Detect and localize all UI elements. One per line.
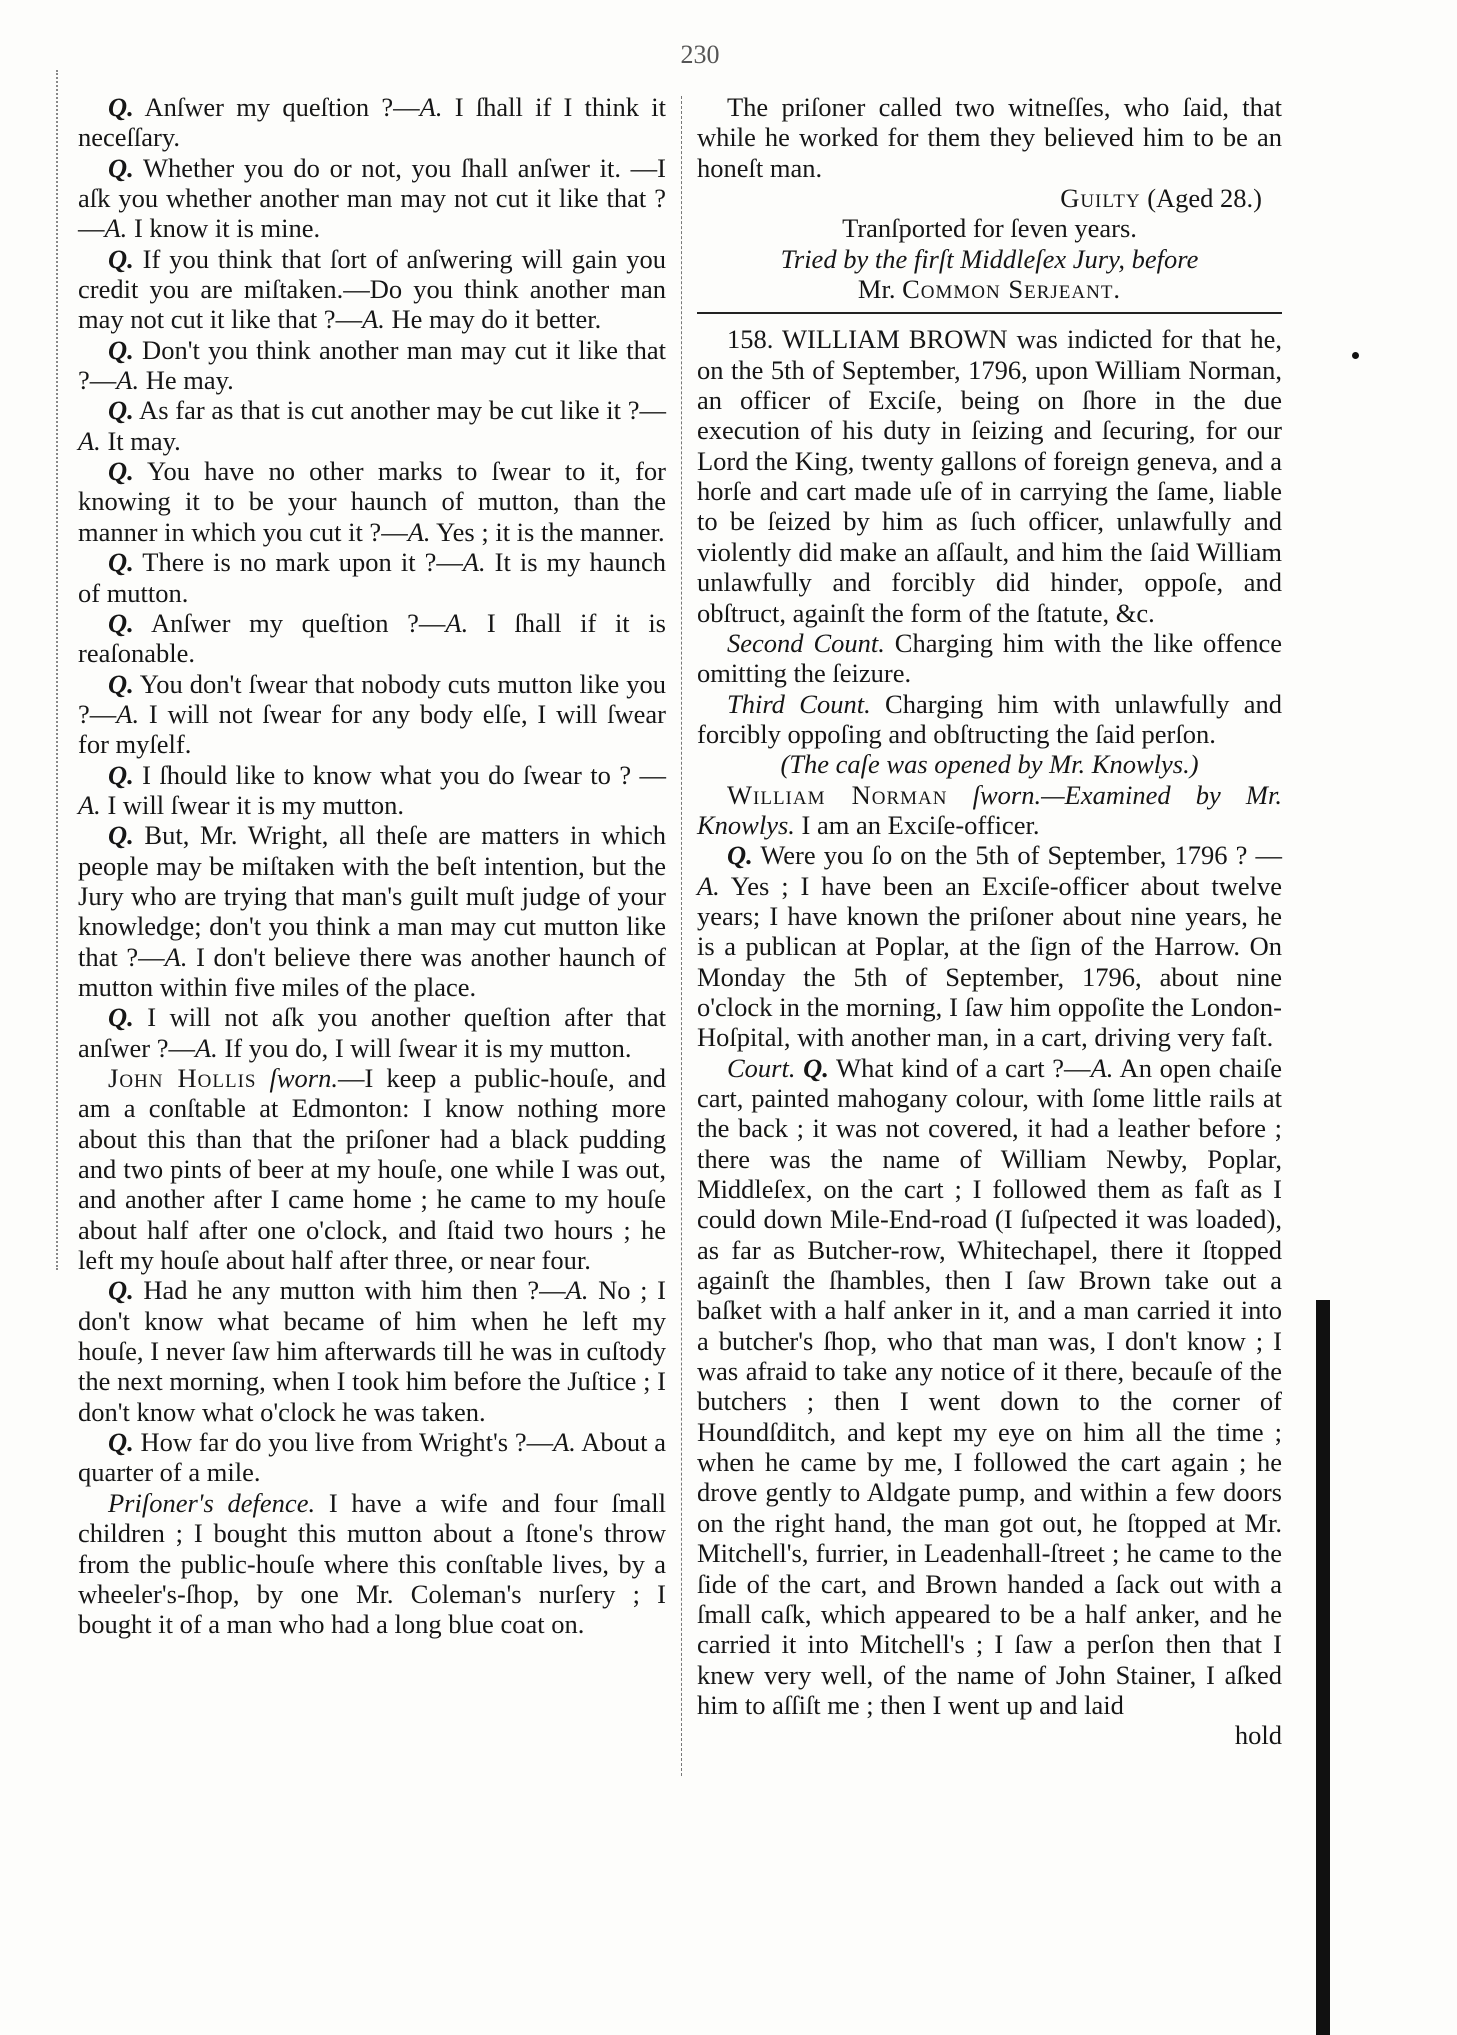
page-number: 230 [680, 40, 720, 69]
answer-text: An open chaiſe cart, painted mahogany colour, with ſome little rails at the back ; it was not covered, it had a leather before ; there was the name of William Newby, Poplar, Middleſex, on the cart ; I followed them as faſt as I could down Mile-End-road (I ſuſpected it was loaded), as far as Butcher-row, Whitechapel, there it ſtopped againſt the ſhambles, then I ſaw Brown take out a baſket with a half anker in it, and a man carried it into a butcher's ſhop, who that man was, I don't know ; I was afraid to take any notice of it there, becauſe of the butchers ; then I went down to the corner of Houndſditch, and kept my eye on him all the time ; when he came by me, I followed the cart again ; he drove gently to Aldgate pump, and within a few doors on the right hand, the man got out, he ſtopped at Mr. Mitchell's, furrier, in Leadenhall-ſtreet ; he came to the ſide of the cart, and Brown handed a ſack out with a ſmall caſk, which appeared to be a half anker, and he carried it into Mitchell's ; I ſaw a perſon then that I knew very well, of the name of John Stainer, I aſked him to aſſiſt me ; then I went up and laid [697, 1052, 1282, 1720]
qa-paragraph [78, 244, 666, 335]
question-marker: Q. [108, 759, 134, 790]
question-text: But, Mr. Wright, all theſe are matters in which people may be miſtaken with the beſt intention, but the Jury who are trying that man's guilt muſt judge of your knowledge; don't you think a man may cut mutton like that ?— [78, 820, 666, 972]
answer-text: It may. [100, 425, 181, 456]
question-marker: Q. [727, 840, 753, 871]
answer-marker: A. [116, 365, 140, 396]
answer-marker: A. [445, 607, 469, 638]
answer-text: No ; I don't know what became of him when he left my houſe, I never ſaw him afterwards till he was in cuſtody the next morning, when I took him before the Juſtice ; I don't know what o'clock he was taken. [78, 1275, 666, 1427]
question-text: As far as that is cut another may be cut like it ?— [133, 395, 666, 426]
answer-text: Yes ; it is the manner. [430, 516, 665, 547]
second-count-label: Second Count. [727, 627, 885, 658]
qa-paragraph [78, 547, 666, 608]
third-count [697, 689, 1282, 750]
hollis-text: —I keep a public-houſe, and am a conſtable at Edmonton: I know nothing more about this than that the priſoner had a black pudding and two pints of beer at my houſe, one while I was out, and another after I came home ; he came to my houſe about half after one o'clock, and ſtaid two hours ; he left my houſe about half after three, or near four. [78, 1063, 667, 1276]
answer-text: About a quarter of a mile. [78, 1427, 666, 1488]
question-marker: Q. [108, 334, 134, 365]
question-marker: Q. [108, 1427, 134, 1458]
judge-name: Common Serjeant. [902, 274, 1122, 305]
qa-paragraph [78, 395, 666, 456]
indictment-text: was indicted for that he, on the 5th of September, 1796, upon William Norman, an officer of Exciſe, being on ſhore in the due execution of his duty in ſeizing and ſecuring, for our Lord the King, twenty gallons of foreign geneva, and a horſe and cart made uſe of in carrying the ſame, liable to be ſeized by him as ſuch officer, unlawfully and violently did make an aſſault, and him the ſaid William unlawfully and forcibly did hinder, oppoſe, and obſtruct, againſt the form of the ſtatute, &c. [697, 324, 1282, 628]
indictment [697, 324, 1282, 627]
answer-marker: A. [116, 698, 140, 729]
qa-block-1 [78, 92, 666, 1063]
case-opened: (The caſe was opened by Mr. Knowlys.) [780, 749, 1199, 780]
question-marker: Q. [108, 607, 134, 638]
sworn-label: ſworn.—Examined by Mr. Knowlys. [697, 779, 1282, 840]
qa-paragraph [78, 1427, 666, 1488]
answer-marker: A. [407, 516, 431, 547]
sentence: Tranſported for ſeven years. [842, 213, 1137, 244]
question-text: You have no other marks to ſwear to it, for knowing it to be your haunch of mutton, than the manner in which you cut it ?— [78, 456, 666, 547]
answer-text: I know it is mine. [127, 213, 321, 244]
witnesses-paragraph: The priſoner called two witneſſes, who ſaid, that while he worked for them they believed him to be an honeſt man. [697, 92, 1282, 183]
qa-paragraph [78, 820, 666, 1002]
left-column [78, 92, 666, 1640]
question-marker: Q. [108, 820, 134, 851]
qa-paragraph [78, 1275, 666, 1427]
prisoner-defence [78, 1488, 666, 1640]
second-count [697, 628, 1282, 689]
qa-paragraph [78, 92, 666, 153]
answer-marker: A. [462, 547, 486, 578]
hollis-testimony [78, 1063, 666, 1275]
qa-paragraph [78, 153, 666, 244]
question-text: I ſhould like to know what you do ſwear to ? — [133, 759, 666, 790]
answer-text: I don't believe there was another haunch of mutton within five miles of the place. [78, 941, 666, 1002]
answer-marker: A. [164, 941, 188, 972]
answer-text: It is my haunch of mutton. [78, 547, 666, 608]
witness-name: John Hollis [108, 1063, 257, 1093]
question-marker: Q. [108, 243, 134, 274]
witness-name: William Norman [727, 779, 948, 810]
answer-marker: A. [1090, 1052, 1114, 1083]
question-text: Anſwer my queſtion ?— [133, 92, 420, 122]
case-number: 158. [727, 324, 774, 355]
question-text: You don't ſwear that nobody cuts mutton like you ?— [78, 668, 666, 729]
question-text: Don't you think another man may cut it like that ?— [78, 334, 666, 396]
question-text: If you think that ſort of anſwering will gain you credit you are miſtaken.—Do you think another man may not cut it like that ?— [78, 243, 666, 335]
question-marker: Q. [108, 1275, 134, 1306]
question-marker: Q. [108, 1002, 134, 1033]
norman-intro [697, 780, 1282, 841]
judge [697, 274, 1282, 304]
question-text: There is no mark upon it ?— [133, 547, 463, 578]
qa-block-2 [78, 1275, 666, 1487]
qa-paragraph [78, 1002, 666, 1063]
answer-text: I will ſwear it is my mutton. [100, 789, 405, 820]
question-marker: Q. [803, 1052, 829, 1083]
norman-q2 [697, 1053, 1282, 1721]
answer-text: He may. [139, 365, 234, 396]
question-marker: Q. [108, 547, 134, 578]
qa-paragraph [78, 335, 666, 396]
qa-paragraph [78, 760, 666, 821]
margin-dot [1352, 352, 1359, 359]
answer-text: If you do, I will ſwear it is my mutton. [217, 1032, 632, 1063]
right-column [697, 92, 1282, 1751]
question-text: I will not aſk you another queſtion after that anſwer ?— [78, 1002, 666, 1063]
question-text: Were you ſo on the 5th of September, 1796 ? — [752, 840, 1282, 871]
verdict [697, 183, 1282, 213]
column-divider [681, 96, 682, 1776]
age: (Aged 28.) [1147, 183, 1262, 214]
section-rule [697, 312, 1282, 314]
answer-marker: A. [362, 304, 385, 335]
question-text: Whether you do or not, you ſhall anſwer it. —I aſk you whether another man may not cut it like that ?— [78, 152, 666, 244]
answer-marker: A. [419, 92, 443, 122]
verdict-word: Guilty [1060, 183, 1141, 214]
defence-label: Priſoner's defence. [108, 1487, 316, 1518]
qa-paragraph [78, 608, 666, 669]
defendant-name: WILLIAM BROWN [782, 324, 1008, 355]
witness-intro: I am an Exciſe-officer. [794, 809, 1040, 840]
sworn-label: ſworn. [269, 1063, 338, 1093]
answer-marker: A. [195, 1032, 218, 1063]
catchword: hold [1234, 1720, 1282, 1751]
answer-marker: A. [697, 870, 720, 901]
question-text: Anſwer my queſtion ?— [133, 607, 446, 638]
norman-q1 [697, 840, 1282, 1052]
answer-marker: A. [104, 213, 128, 244]
third-count-text: Charging him with unlawfully and forcibly oppoſing and obſtructing the ſaid perſon. [697, 688, 1283, 749]
margin-mark [56, 70, 58, 1270]
answer-marker: A. [565, 1275, 589, 1306]
question-text: What kind of a cart ?— [828, 1052, 1091, 1083]
tried-by: Tried by the firſt Middleſex Jury, before [780, 243, 1199, 274]
qa-paragraph [78, 669, 666, 760]
qa-paragraph [78, 456, 666, 547]
answer-text: Yes ; I have been an Exciſe-officer about twelve years; I have known the priſoner about nine years, he is a publican at Poplar, at the ſign of the Harrow. On Monday the 5th of September, 1796, about nine o'clock in the morning, I ſaw him oppoſite the London-Hoſpital, with another man, in a cart, driving very faſt. [697, 870, 1282, 1053]
question-marker: Q. [108, 152, 134, 183]
defence-text: I have a wife and four ſmall children ; I bought this mutton about a ſtone's throw from the public-houſe where this conſtable lives, by a wheeler's-ſhop, by one Mr. Coleman's nurſery ; I bought it of a man who had a long blue coat on. [78, 1487, 666, 1640]
court-label: Court. [727, 1052, 796, 1083]
answer-marker: A. [553, 1427, 576, 1458]
page-edge-shadow [1316, 1300, 1330, 2035]
question-marker: Q. [108, 92, 134, 122]
answer-marker: A. [78, 789, 101, 820]
answer-text: I ſhall if I think it neceſſary. [78, 92, 666, 153]
question-marker: Q. [108, 456, 134, 487]
question-text: How far do you live from Wright's ?— [133, 1427, 554, 1458]
answer-text: He may do it better. [384, 304, 602, 335]
second-count-text: Charging him with the like offence omitting the ſeizure. [697, 627, 1282, 689]
answer-marker: A. [78, 425, 101, 456]
question-marker: Q. [108, 395, 134, 426]
question-marker: Q. [108, 668, 134, 699]
answer-text: I will not ſwear for any body elſe, I will ſwear for myſelf. [78, 698, 666, 760]
question-text: Had he any mutton with him then ?— [133, 1275, 566, 1306]
third-count-label: Third Count. [727, 688, 871, 719]
answer-text: I ſhall if it is reaſonable. [78, 607, 666, 669]
judge-prefix: Mr. [857, 274, 896, 305]
